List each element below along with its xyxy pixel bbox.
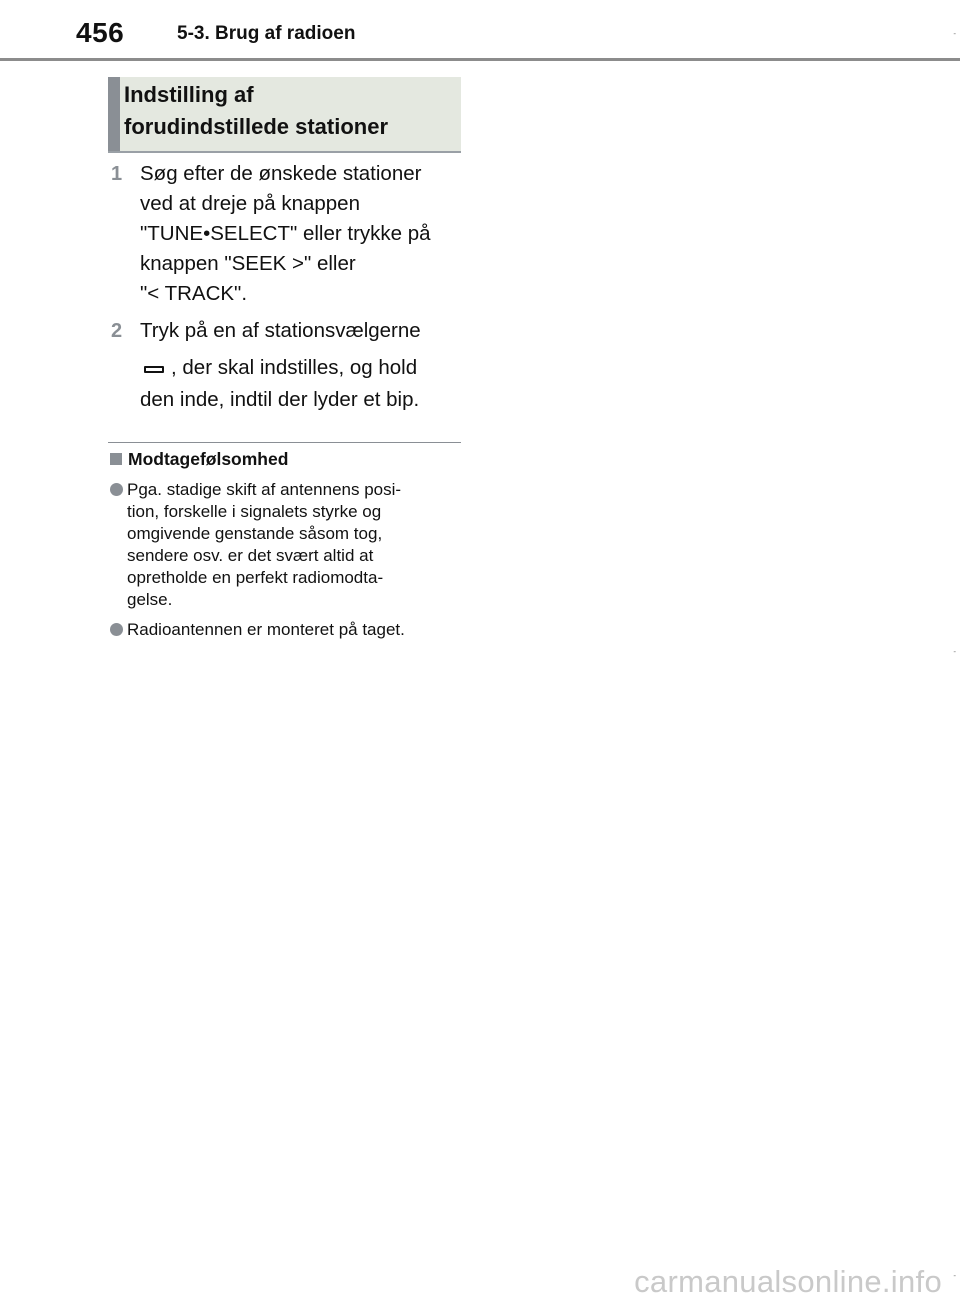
note-divider — [108, 442, 461, 443]
heading-accent-bar — [108, 77, 120, 151]
step-line: ved at dreje på knappen — [140, 192, 360, 215]
preset-button-icon — [144, 366, 164, 373]
bullet-line: sendere osv. er det svært altid at — [127, 546, 374, 565]
bullet-line: Pga. stadige skift af antennens posi- — [127, 480, 402, 499]
watermark: carmanualsonline.info — [634, 1264, 942, 1299]
circle-bullet-icon — [110, 483, 123, 496]
step-line: den inde, indtil der lyder et bip. — [140, 388, 420, 411]
square-bullet-icon — [110, 453, 122, 465]
heading-line-1: Indstilling af — [124, 82, 254, 107]
step-text — [140, 159, 458, 309]
bullet-line: omgivende genstande såsom tog, — [127, 524, 383, 543]
step-line: "TUNE•SELECT" eller trykke på — [140, 222, 431, 245]
heading-line-2: forudindstillede stationer — [124, 114, 389, 139]
page-number: 456 — [76, 17, 125, 48]
crop-mark: - — [953, 1271, 956, 1280]
step-line: , der skal indstilles, og hold — [171, 356, 418, 379]
bullet-text — [127, 479, 457, 611]
bullet-line: tion, forskelle i signalets styrke og — [127, 502, 382, 521]
section-heading — [108, 77, 461, 153]
bullet-text — [127, 619, 457, 641]
crop-mark: - — [953, 647, 956, 656]
circle-bullet-icon — [110, 623, 123, 636]
header-divider — [0, 58, 960, 61]
step-line: Søg efter de ønskede stationer — [140, 162, 422, 185]
crop-mark: - — [953, 29, 956, 38]
heading-title — [124, 79, 454, 143]
step-line: knappen "SEEK >" eller — [140, 252, 356, 275]
bullet-line: Radioantennen er monteret på taget. — [127, 620, 405, 639]
note-heading-text: Modtagefølsomhed — [128, 449, 289, 469]
bullet-line: opretholde en perfekt radiomodta- — [127, 568, 384, 587]
bullet-line: gelse. — [127, 590, 173, 609]
section-title: 5-3. Brug af radioen — [177, 23, 356, 44]
step-number: 1 — [111, 163, 123, 185]
step-number: 2 — [111, 320, 123, 342]
step-line: Tryk på en af stationsvælgerne — [140, 319, 421, 342]
step-line: "< TRACK". — [140, 282, 248, 305]
note-heading — [110, 448, 288, 470]
